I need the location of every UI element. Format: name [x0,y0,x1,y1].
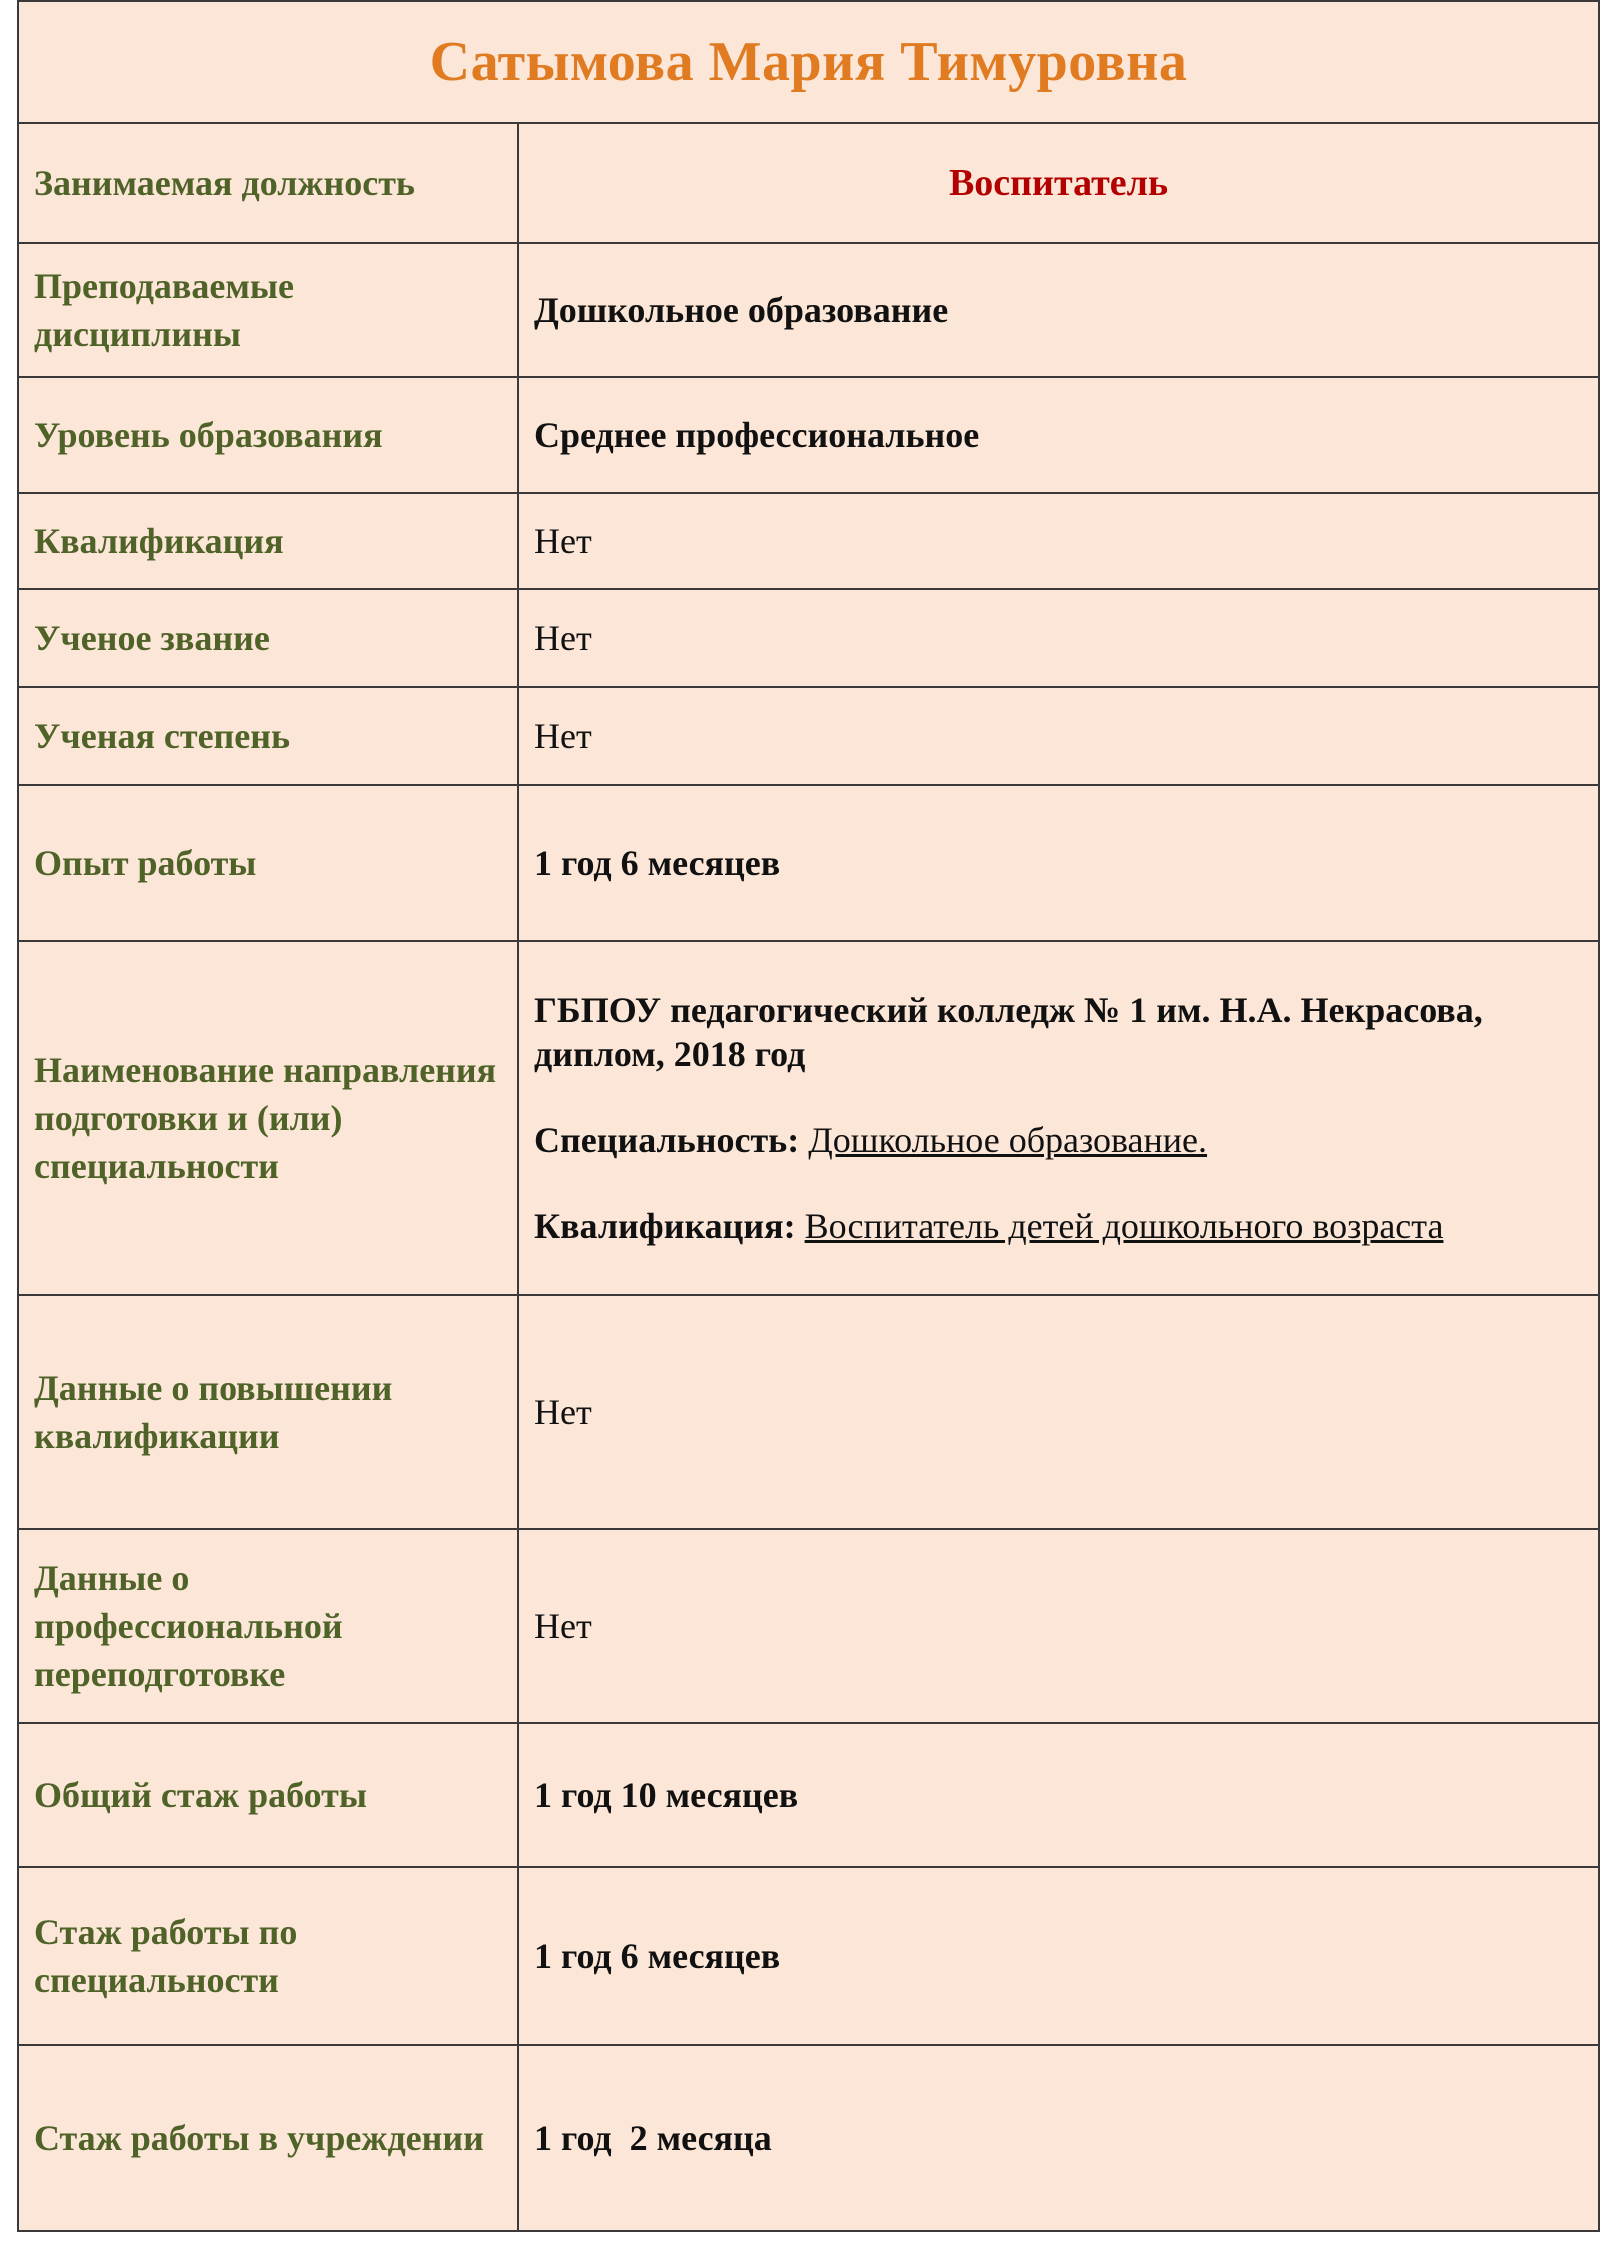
position-value: Воспитатель [518,123,1599,243]
row-specialty-experience [18,1867,1599,2045]
institution-experience-label: Стаж работы в учреждении [18,2045,518,2231]
specialty-line-value: Дошкольное образование. [808,1120,1208,1160]
specialty-value-cell [518,941,1599,1295]
retraining-value: Нет [518,1529,1599,1723]
total-experience-label: Общий стаж работы [18,1723,518,1867]
qualification-value: Нет [518,493,1599,589]
qualification-line-label: Квалификация: [534,1206,796,1246]
qualification-line [534,1204,1583,1248]
row-disciplines [18,243,1599,377]
row-experience [18,785,1599,941]
row-institution-experience [18,2045,1599,2231]
position-label: Занимаемая должность [18,123,518,243]
row-retraining [18,1529,1599,1723]
academic-degree-label: Ученая степень [18,687,518,785]
disciplines-value: Дошкольное образование [518,243,1599,377]
title-row [18,1,1599,123]
academic-title-label: Ученое звание [18,589,518,687]
advanced-training-label: Данные о повышении квалификации [18,1295,518,1529]
specialty-line [534,1118,1583,1162]
specialty-label: Наименование направления подготовки и (или) специальности [18,941,518,1295]
specialty-line-label: Специальность: [534,1120,800,1160]
row-position [18,123,1599,243]
advanced-training-value: Нет [518,1295,1599,1529]
institution-experience-value: 1 год 2 месяца [518,2045,1599,2231]
row-academic-degree [18,687,1599,785]
row-academic-title [18,589,1599,687]
row-education-level [18,377,1599,493]
specialty-experience-value: 1 год 6 месяцев [518,1867,1599,2045]
retraining-label: Данные о профессиональной переподготовке [18,1529,518,1723]
profile-table [17,0,1600,2232]
experience-value: 1 год 6 месяцев [518,785,1599,941]
row-qualification [18,493,1599,589]
qualification-label: Квалификация [18,493,518,589]
qualification-line-value: Воспитатель детей дошкольного возраста [804,1206,1444,1246]
specialty-experience-label: Стаж работы по специальности [18,1867,518,2045]
academic-degree-value: Нет [518,687,1599,785]
row-specialty [18,941,1599,1295]
employee-name: Сатымова Мария Тимуровна [429,31,1188,93]
disciplines-label: Преподаваемые дисциплины [18,243,518,377]
total-experience-value: 1 год 10 месяцев [518,1723,1599,1867]
education-level-label: Уровень образования [18,377,518,493]
experience-label: Опыт работы [18,785,518,941]
institution-text: ГБПОУ педагогический колледж № 1 им. Н.А. Некрасова, диплом, 2018 год [534,990,1483,1074]
profile-card [17,0,1598,2232]
title-cell [18,1,1599,123]
academic-title-value: Нет [518,589,1599,687]
row-total-experience [18,1723,1599,1867]
row-advanced-training [18,1295,1599,1529]
education-level-value: Среднее профессиональное [518,377,1599,493]
